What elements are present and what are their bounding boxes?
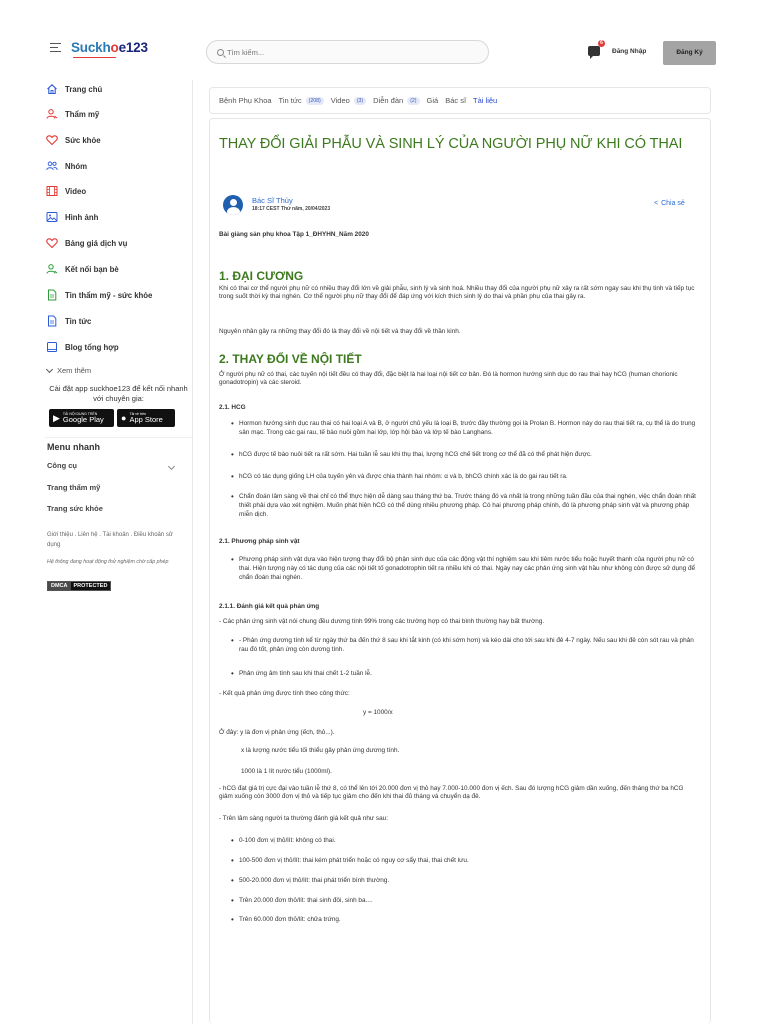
list-item: • Trên 20.000 đơn thỏ/lít: thai sinh đôi, sinh ba.... (239, 896, 704, 905)
register-button[interactable]: Đăng Ký (663, 41, 716, 65)
footer-note: Hệ thống đang hoạt động thử nghiệm chờ cấp phép (47, 559, 169, 565)
sidebar-item-video[interactable]: Video (45, 184, 86, 198)
paragraph: x là lượng nước tiểu tối thiểu gây phản ứng dương tính. (241, 747, 400, 754)
paragraph: Nguyên nhân gây ra những thay đổi đó là thay đổi về nội tiết và thay đổi về thần kinh. (219, 328, 461, 335)
chevron-down-icon (46, 365, 53, 372)
quick-item-tools[interactable]: Công cụ (47, 461, 77, 470)
login-link[interactable]: Đăng Nhập (612, 48, 647, 55)
list-item: • hCG được tế bào nuôi tiết ra rất sớm. Hai tuần lễ sau khi thụ thai, lượng hCG chế tiết trong cơ thể đã có thể phát hiện được. (239, 450, 704, 459)
formula: y = 1000/x (363, 709, 393, 716)
quick-item-beauty-page[interactable]: Trang thẩm mỹ (47, 483, 101, 492)
paragraph: Ở đây: y là đơn vị phản ứng (ếch, thỏ...). (219, 729, 335, 736)
quick-item-health-page[interactable]: Trang sức khỏe (47, 504, 103, 513)
paragraph: - hCG đạt giá trị cực đại vào tuần lễ thứ 8, có thể lên tới 20.000 đơn vị thỏ hay 7.000-10.000 đơn vị ếch. Sau đó lượng hCG giảm dần xuống, đến tháng thứ ba hCG giảm xuống còn 3000 đơn vị thỏ và tiếp tục giảm cho đến khi thai đủ tháng và chuyển dạ đẻ. (219, 785, 684, 801)
list-item: • Phương pháp sinh vật dựa vào hiện tượng thay đổi bộ phận sinh dục của các động vật thí nghiệm sau khi tiêm nước tiểu hoặc huyết thanh của người phụ nữ có thai. Hiện tượng này có tác dụng của các nội tiết tố gonadotrophin tiết ra nhiều khi có thai. Ngày nay các phản ứng sinh vật hầu như không còn được sử dụng để chẩn đoán thai nghén. (239, 555, 704, 582)
app-store-badges (49, 409, 175, 427)
article-source: Bài giảng sản phụ khoa Tập 1_ĐHYHN_Năm 2020 (219, 231, 369, 238)
author-avatar[interactable] (223, 195, 243, 215)
subheading: 2.1. HCG (219, 404, 246, 411)
author-name[interactable]: Bác Sĩ Thủy (252, 196, 293, 205)
list-item: • Chẩn đoán lâm sàng về thai chỉ có thể thực hiện dễ dàng sau tháng thứ ba. Trước tháng đó và nhất là trong những tuần đầu của thai nghén, việc chẩn đoán nhất thiết phải dựa vào xét nghiệm. Muốn phát hiện hCG có thể dùng nhiều phương pháp. Có hai phương pháp chính, đó là phương pháp sinh vật và phương pháp miễn dịch. (239, 492, 704, 519)
sidebar-item-group[interactable]: Nhóm (45, 159, 87, 173)
quick-menu-title: Menu nhanh (47, 442, 100, 452)
dmca-badge[interactable]: DMCA PROTECTED (47, 581, 111, 591)
stethoscope-o: o (110, 40, 119, 55)
document-icon (46, 289, 58, 301)
tab-price[interactable]: Giá (426, 96, 439, 105)
notification-badge: 6 (598, 40, 605, 47)
search-box[interactable] (206, 40, 489, 64)
tab-doctor[interactable]: Bác sĩ (445, 96, 467, 105)
paragraph: - Trên lâm sàng người ta thường đánh giá kết quả như sau: (219, 815, 389, 822)
see-more-link[interactable]: Xem thêm (47, 366, 91, 375)
sidebar-item-beauty-news[interactable]: Tin thẩm mỹ - sức khỏe (45, 288, 152, 302)
sidebar-item-images[interactable]: Hình ảnh (45, 210, 98, 224)
sidebar-item-friends[interactable]: Kết nối bạn bè (45, 262, 119, 276)
topic-tabs (209, 87, 711, 114)
install-app-text: Cài đặt app suckhoe123 để kết nối nhanh với chuyên gia: (49, 384, 188, 403)
blog-icon (46, 341, 58, 353)
share-icon: < (654, 200, 659, 207)
paragraph: 1000 là 1 lít nước tiểu (1000ml). (241, 768, 332, 775)
search-icon (217, 49, 224, 56)
paragraph: - Kết quả phản ứng được tính theo công thức: (219, 690, 350, 697)
user-beauty-icon (46, 108, 58, 120)
tab-documents[interactable]: Tài liệu (473, 96, 498, 105)
list-item: • Phản ứng âm tính sau khi thai chết 1-2 tuần lễ. (239, 669, 704, 678)
image-icon (46, 211, 58, 223)
divider (45, 437, 192, 438)
price-heart-icon (46, 237, 58, 249)
google-play-icon: ▶ (53, 412, 60, 423)
add-friend-icon (46, 263, 58, 275)
sidebar-separator (192, 80, 193, 1024)
apple-icon: ● (121, 413, 127, 423)
list-item: • Hormon hướng sinh dục rau thai có hai loại A và B, ở người chủ yếu là loại B, trước đây thường gọi là Prolan B. Hormon này do rau thai tiết ra, cụ thể là do trung sản mạc. Trong các gai rau, tế bào nuôi gồm hai lớp, lớp hội bào và lớp tế bào Langhans. (239, 419, 704, 437)
news-icon (46, 315, 58, 327)
google-play-button[interactable]: ▶ TẢI NỘI DUNG TRÊN Google Play (49, 409, 114, 427)
subheading: 2.1. Phương pháp sinh vật (219, 538, 300, 545)
list-item: • 500-20.000 đơn vị thỏ/lít: thai phát triển bình thường. (239, 876, 704, 885)
chevron-down-icon[interactable] (168, 463, 175, 470)
sidebar-item-price[interactable]: Bảng giá dịch vụ (45, 236, 127, 250)
tab-news[interactable]: Tin tức (208) (279, 96, 324, 105)
sidebar-item-health[interactable]: Sức khỏe (45, 133, 101, 147)
sidebar-item-news[interactable]: Tin tức (45, 314, 91, 328)
paragraph: Khi có thai cơ thể người phụ nữ có nhiều thay đổi lớn về giải phẫu, sinh lý và sinh hoá. Nhiều thay đổi của người phụ nữ xảy ra rất sớm ngay sau khi thụ tinh và tiếp tục trong suốt thời kỳ thai nghén. Cơ thể người phụ nữ thay đổi để đáp ứng với kích thích sinh lý do thai và phần phụ của thai gây ra. (219, 285, 695, 301)
subheading: 2.1.1. Đánh giá kết quả phản ứng (219, 603, 320, 610)
video-icon (46, 185, 58, 197)
logo[interactable]: Suckhoe123 (71, 40, 148, 55)
sidebar-item-beauty[interactable]: Thẩm mỹ (45, 107, 99, 121)
home-icon (46, 83, 58, 95)
paragraph: Ở người phụ nữ có thai, các tuyến nội tiết đều có thay đổi, đặc biệt là hai loại nội tiết cơ bản. Đó là hormon hướng sinh dục do rau thai hay hCG (human chorionic gonadotropin) và các steroid. (219, 371, 678, 387)
share-button[interactable]: < Chia sẻ (654, 200, 685, 207)
search-input[interactable] (227, 46, 477, 59)
article-title: THAY ĐỔI GIẢI PHẪU VÀ SINH LÝ CỦA NGƯỜI PHỤ NỮ KHI CÓ THAI (219, 136, 683, 152)
app-store-button[interactable]: ● Tải về trên App Store (117, 409, 175, 427)
list-item: • - Phản ứng dương tính kể từ ngày thứ ba đến thứ 8 sau khi tắt kinh (có khi sớm hơn) và kéo dài cho tới sau khi đẻ 4-7 ngày. Nếu sau khi đẻ còn sót rau và phản rau đó tốt, phản ứng còn dương tính. (239, 636, 694, 654)
list-item: • hCG có tác dụng giống LH của tuyến yên và được chia thành hai nhóm: α và b, bhCG chính xác là do gai rau tiết ra. (239, 472, 704, 481)
post-date: 18:17 CEST Thứ năm, 20/04/2023 (252, 206, 331, 212)
list-item: • Trên 60.000 đơn thỏ/lít: chửa trứng. (239, 915, 704, 924)
tab-forum[interactable]: Diễn đàn (2) (373, 96, 419, 105)
sidebar-item-home[interactable]: Trang chủ (45, 82, 102, 96)
paragraph: - Các phản ứng sinh vật nói chung đều dương tính 99% trong các trường hợp có thai bình thường hay bất thường. (219, 618, 545, 625)
section-heading: 2. THAY ĐỔI VỀ NỘI TIẾT (219, 352, 362, 366)
footer-links[interactable]: Giới thiệu . Liên hệ . Tài khoản . Điều khoản sử dụng (47, 532, 173, 548)
list-item: • 100-500 đơn vị thỏ/lít: thai kém phát triển hoặc có nguy cơ sẩy thai, thai chết lưu. (239, 856, 704, 865)
chat-icon[interactable] (588, 46, 600, 56)
tab-gynecology[interactable]: Bệnh Phụ Khoa (219, 96, 272, 105)
sidebar-item-blog[interactable]: Blog tổng hợp (45, 340, 119, 354)
heart-icon (46, 134, 58, 146)
menu-icon[interactable] (50, 43, 61, 55)
group-icon (46, 160, 58, 172)
section-heading: 1. ĐẠI CƯƠNG (219, 269, 304, 283)
list-item: • 0-100 đơn vị thỏ/lít: không có thai. (239, 836, 704, 845)
tab-video[interactable]: Video (3) (331, 96, 366, 105)
